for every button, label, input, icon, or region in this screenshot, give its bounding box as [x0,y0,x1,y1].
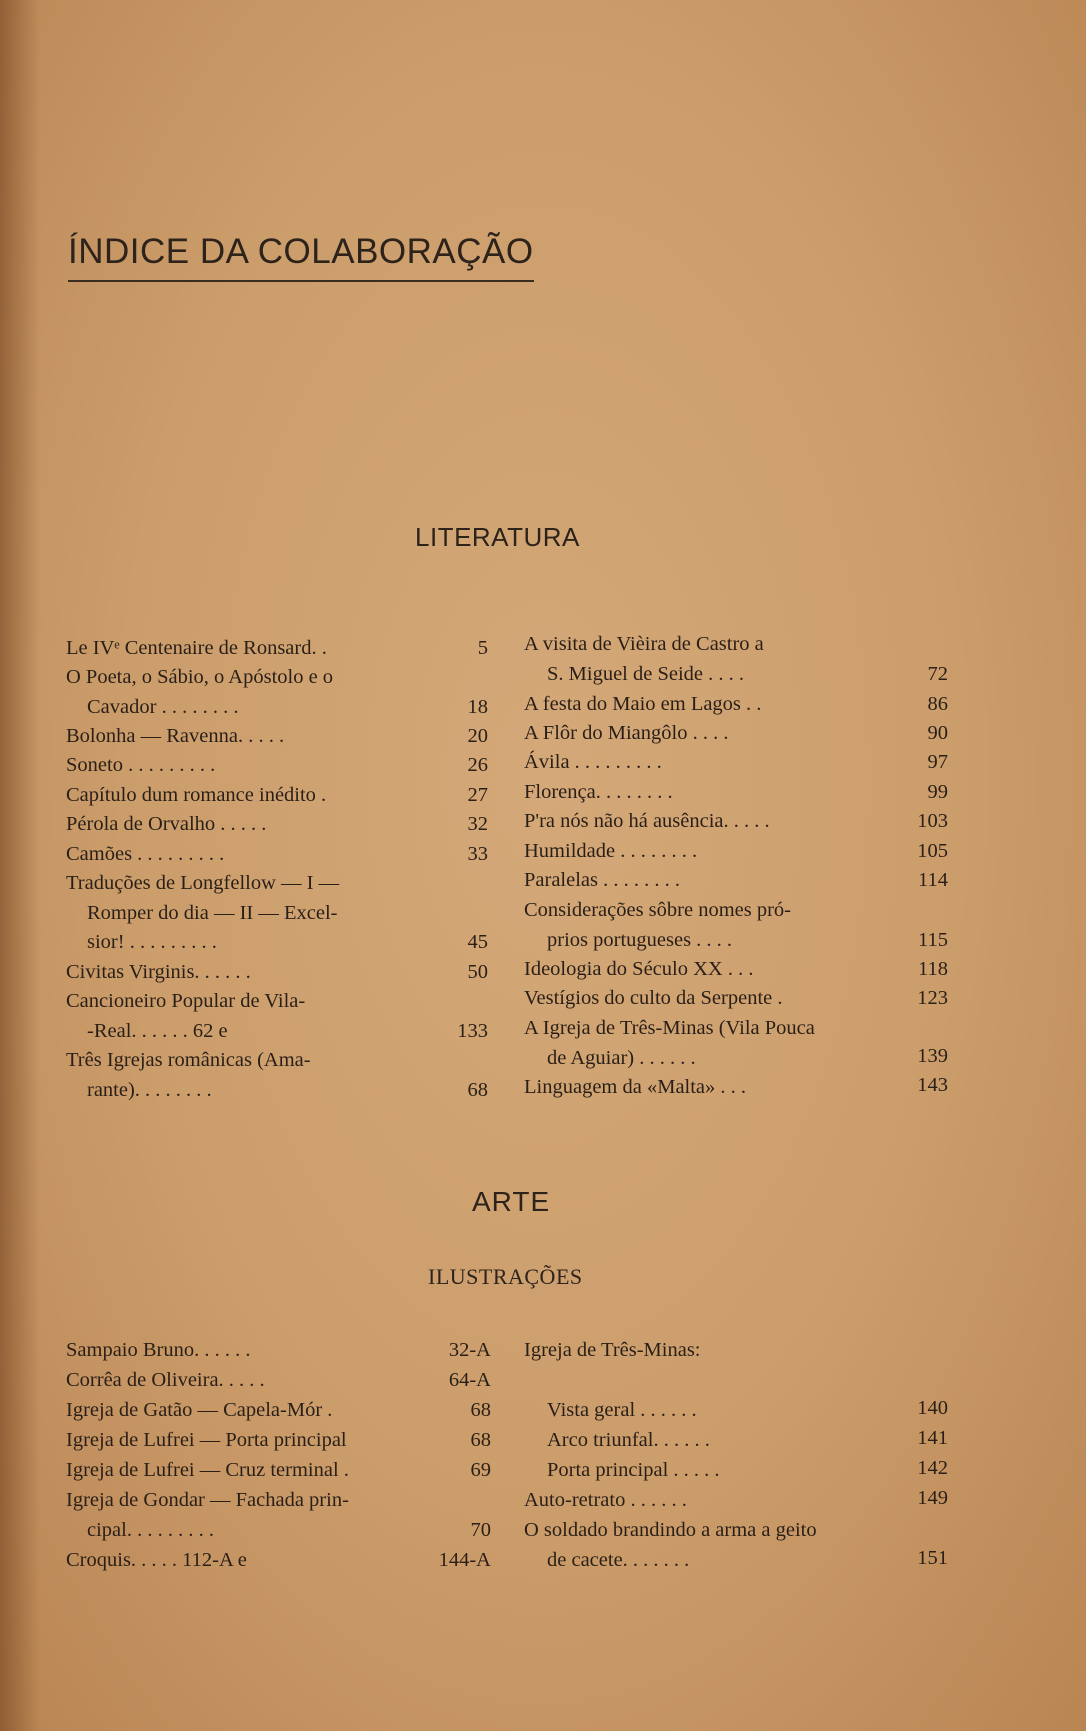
toc-entry: Considerações sôbre nomes pró- [524,899,792,921]
toc-entry: Corrêa de Oliveira. . . . . [66,1369,265,1391]
toc-page-number: 141 [917,1427,948,1449]
toc-page-number: 97 [927,751,948,773]
toc-entry: Porta principal . . . . . [547,1459,720,1481]
section-heading-arte: ARTE [472,1186,551,1217]
toc-entry: Ávila . . . . . . . . . [524,751,662,773]
toc-entry: A festa do Maio em Lagos . . [524,693,762,715]
toc-page-number: 139 [917,1045,948,1067]
toc-entry: Cancioneiro Popular de Vila- [66,990,306,1012]
toc-entry: cipal. . . . . . . . . [87,1519,214,1541]
toc-entry: Igreja de Gondar — Fachada prin- [66,1489,349,1511]
toc-entry: Capítulo dum romance inédito . [66,784,327,806]
toc-entry: Traduções de Longfellow — I — [66,872,340,894]
toc-entry: Vestígios do culto da Serpente . [524,987,783,1009]
toc-entry: Igreja de Lufrei — Porta principal [66,1429,347,1451]
toc-page-number: 27 [467,784,488,806]
toc-page-number: 115 [918,929,948,951]
toc-entry: Igreja de Lufrei — Cruz terminal . [66,1459,349,1481]
toc-entry: -Real. . . . . . 62 e [87,1020,228,1042]
toc-page-number: 86 [927,693,948,715]
toc-page-number: 149 [917,1487,948,1509]
toc-page-number: 18 [467,696,488,718]
toc-page-number: 50 [467,961,488,983]
toc-page-number: 118 [918,958,948,980]
toc-entry: Civitas Virginis. . . . . . [66,961,251,983]
toc-entry: prios portugueses . . . . [547,929,733,951]
toc-entry: Auto-retrato . . . . . . [524,1489,687,1511]
toc-page-number: 105 [917,840,948,862]
toc-entry: Bolonha — Ravenna. . . . . [66,725,285,747]
toc-entry: P'ra nós não há ausência. . . . . [524,810,770,832]
toc-entry: Linguagem da «Malta» . . . [524,1076,747,1098]
toc-entry: Três Igrejas românicas (Ama- [66,1049,311,1071]
toc-entry: Camões . . . . . . . . . [66,843,225,865]
toc-entry: Paralelas . . . . . . . . [524,869,680,891]
toc-page-number: 68 [467,1079,488,1101]
toc-entry: Pérola de Orvalho . . . . . [66,813,267,835]
page-title: ÍNDICE DA COLABORAÇÃO [68,232,534,282]
toc-page-number: 32-A [448,1339,491,1361]
toc-entry: Croquis. . . . . 112-A e [66,1549,247,1571]
toc-page-number: 123 [917,987,948,1009]
toc-page-number: 5 [477,637,488,659]
toc-entry: Ideologia do Século XX . . . [524,958,754,980]
toc-page-number: 33 [467,843,488,865]
toc-entry: Romper do dia — II — Excel- [87,902,338,924]
toc-page-number: 69 [470,1459,491,1481]
toc-entry: Igreja de Três-Minas: [524,1339,701,1361]
toc-page-number: 90 [927,722,948,744]
toc-entry: Florença. . . . . . . . [524,781,673,803]
section-subheading-ilustracoes: ILUSTRAÇÕES [428,1264,583,1289]
toc-page-number: 45 [467,931,488,953]
toc-page-number: 72 [927,663,948,685]
toc-page-number: 144-A [438,1549,491,1571]
toc-entry: de cacete. . . . . . . [547,1549,690,1571]
toc-entry: O Poeta, o Sábio, o Apóstolo e o [66,666,334,688]
toc-entry: Le IVᵉ Centenaire de Ronsard. . [66,637,327,659]
toc-page-number: 140 [917,1397,948,1419]
toc-entry: de Aguiar) . . . . . . [547,1047,696,1069]
toc-page-number: 26 [467,754,488,776]
toc-page-number: 151 [917,1547,948,1569]
toc-entry: A Flôr do Miangôlo . . . . [524,722,729,744]
toc-entry: Igreja de Gatão — Capela-Mór . [66,1399,333,1421]
toc-entry: Vista geral . . . . . . [547,1399,697,1421]
toc-entry: Sampaio Bruno. . . . . . [66,1339,251,1361]
toc-page-number: 68 [470,1429,491,1451]
toc-entry: O soldado brandindo a arma a geito [524,1519,817,1541]
toc-page-number: 64-A [448,1369,491,1391]
toc-entry: sior! . . . . . . . . . [87,931,217,953]
page-edge-shadow [0,0,40,1731]
toc-page-number: 142 [917,1457,948,1479]
toc-entry: rante). . . . . . . . [87,1079,212,1101]
toc-page-number: 143 [917,1074,948,1096]
toc-entry: Humildade . . . . . . . . [524,840,698,862]
toc-entry: A visita de Vièira de Castro a [524,633,764,655]
toc-entry: Cavador . . . . . . . . [87,696,239,718]
toc-entry: S. Miguel de Seide . . . . [547,663,745,685]
toc-page-number: 68 [470,1399,491,1421]
toc-entry: A Igreja de Três-Minas (Vila Pouca [524,1017,815,1039]
toc-page-number: 32 [467,813,488,835]
toc-page-number: 70 [470,1519,491,1541]
toc-page-number: 133 [457,1020,488,1042]
toc-entry: Arco triunfal. . . . . . [547,1429,710,1451]
toc-page-number: 20 [467,725,488,747]
toc-page-number: 99 [927,781,948,803]
section-heading-literatura: LITERATURA [415,522,580,552]
toc-entry: Soneto . . . . . . . . . [66,754,216,776]
toc-page-number: 114 [918,869,948,891]
toc-page-number: 103 [917,810,948,832]
